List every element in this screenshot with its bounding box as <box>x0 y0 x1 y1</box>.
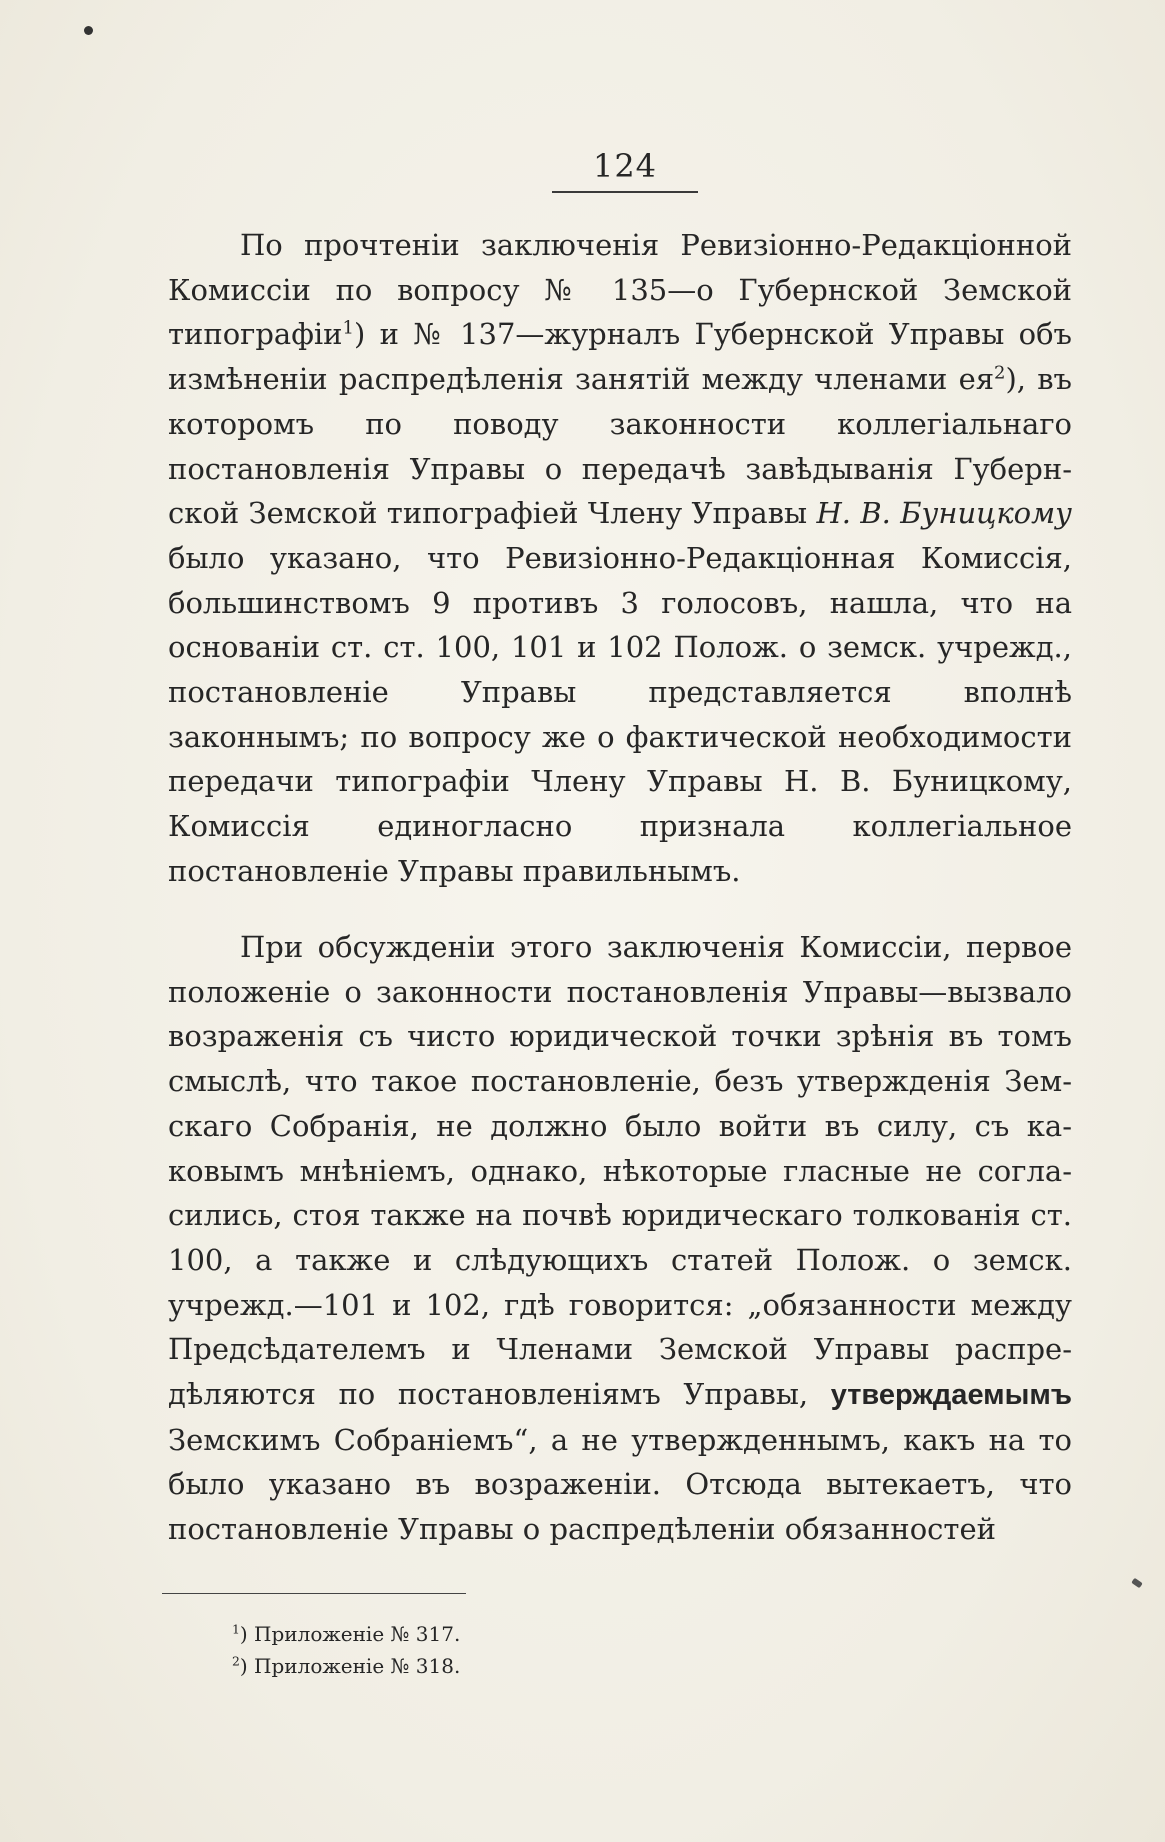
footnote-2-mark: 2 <box>232 1653 240 1669</box>
paragraph-2-text-a: При обсужденіи этого заключенія Комиссіи, первое положеніе о законности постановленія Управы—вызвало возраженія съ чисто юридической точки зрѣнія въ томъ смыслѣ, что такое постановленіе, безъ утвержденія Земскаго Собранія, не должно было войти въ силу, съ каковымъ мнѣніемъ, однако, нѣкоторые гласные не согласились, стоя также на почвѣ юридическаго толкованія ст. 100, а также и слѣдующихъ статей Полож. о земск. учрежд.—101 и 102, гдѣ говорится: „обязанности между Предсѣдателемъ и Членами Земской Управы распредѣляются по постановленіямъ Управы, <box>168 930 1072 1412</box>
person-name: Н. В. Буницкому <box>816 496 1072 531</box>
paragraph-1-text-d: было указано, что Ревизіонно-Редакціонная Комиссія, большинствомъ 9 противъ 3 голосовъ, нашла, что на основаніи ст. ст. 100, 101 и 102 Полож. о земск. учрежд., постановленіе Управы представляется вполнѣ законнымъ; по вопросу же о фактической необходимости передачи типографіи Члену Управы Н. В. Буницкому, Комиссія единогласно признала коллегіальное постановленіе Управы правильнымъ. <box>168 540 1072 888</box>
page-number-rule <box>552 191 698 193</box>
footnote-ref-1: 1 <box>342 317 354 339</box>
paragraph-1 <box>168 223 1072 894</box>
footnotes <box>232 1618 732 1682</box>
footnote-1-mark: 1 <box>232 1621 240 1637</box>
paragraph-1-text-b: ) и № 137—журналъ Губернской Управы объ измѣненіи распредѣленія занятій между членами ея <box>168 317 1072 397</box>
paragraph-1-text-a: По прочтеніи заключенія Ревизіонно-Редакціонной Комиссіи по вопросу № 135—о Губернской Земской типографіи <box>168 228 1072 352</box>
footnote-ref-2: 2 <box>994 362 1006 384</box>
ink-dot <box>84 26 93 35</box>
ink-mark <box>1131 1578 1143 1589</box>
page-number: 124 <box>592 147 658 185</box>
paragraph-2 <box>168 925 1072 1552</box>
footnote-2 <box>232 1650 732 1682</box>
emphasized-word: утверждаемымъ <box>830 1379 1072 1412</box>
paragraph-1-text-c: ), въ которомъ по поводу законности коллегіальнаго постановленія Управы о передачѣ завѣдыванія Губернской Земской типографіей Члену Управы <box>168 362 1073 531</box>
footnote-1 <box>232 1618 732 1650</box>
footnote-separator <box>162 1593 466 1594</box>
footnote-1-text: ) Приложеніе № 317. <box>239 1622 461 1646</box>
paragraph-2-text-b: Земскимъ Собраніемъ“, а не утвержденнымъ, какъ на то было указано въ возраженіи. Отсюда вытекаетъ, что постановленіе Управы о распредѣленіи обязанностей <box>168 1422 1072 1547</box>
footnote-2-text: ) Приложеніе № 318. <box>239 1654 461 1678</box>
